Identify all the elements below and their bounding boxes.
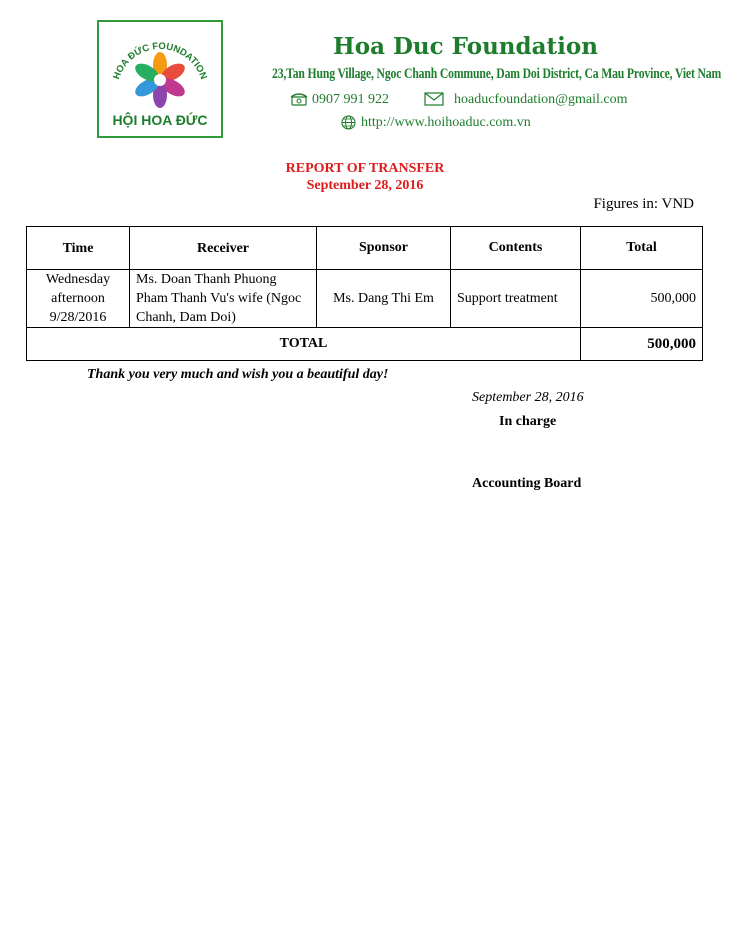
email-contact <box>424 92 627 108</box>
envelope-icon <box>424 92 444 106</box>
time-part: afternoon <box>51 291 105 306</box>
logo-name: HỘI HOA ĐỨC <box>112 112 208 128</box>
logo-arc-text: HOA ĐỨC FOUNDATION <box>111 40 209 81</box>
signature-board: Accounting Board <box>472 476 582 491</box>
signature-date: September 28, 2016 <box>472 390 584 405</box>
website-contact <box>341 115 531 131</box>
telephone-icon <box>290 92 308 106</box>
header-total: Total <box>581 227 703 270</box>
phone-number: 0907 991 922 <box>312 92 389 107</box>
org-address: 23,Tan Hung Village, Ngoc Chanh Commune, Dam Doi District, Ca Mau Province, Viet Nam <box>272 66 722 82</box>
table-header-row <box>27 227 703 270</box>
header-sponsor: Sponsor <box>317 227 451 270</box>
table-total-row <box>27 328 703 361</box>
website-link[interactable]: http://www.hoihoaduc.com.vn <box>361 115 531 130</box>
cell-time <box>27 270 130 328</box>
report-date: September 28, 2016 <box>306 178 424 193</box>
total-value: 500,000 <box>581 328 703 361</box>
signature-role: In charge <box>499 414 557 429</box>
table-row <box>27 270 703 328</box>
time-day: Wednesday <box>45 272 111 287</box>
phone-contact <box>290 92 389 108</box>
time-date: 9/28/2016 <box>49 310 107 325</box>
header-time: Time <box>27 227 130 270</box>
cell-total: 500,000 <box>581 270 703 328</box>
figures-note: Figures in: VND <box>593 196 694 212</box>
cell-contents: Support treatment <box>451 270 581 328</box>
total-label: TOTAL <box>27 328 581 361</box>
report-title: REPORT OF TRANSFER <box>285 161 445 176</box>
email-address[interactable]: hoaducfoundation@gmail.com <box>454 92 628 107</box>
foundation-logo <box>97 20 223 138</box>
report-title-block <box>0 160 730 194</box>
header-contents: Contents <box>451 227 581 270</box>
globe-icon <box>341 115 356 130</box>
org-name: Hoa Duc Foundation <box>333 33 598 60</box>
cell-sponsor: Ms. Dang Thi Em <box>317 270 451 328</box>
header-receiver: Receiver <box>130 227 317 270</box>
thanks-message: Thank you very much and wish you a beautiful day! <box>87 367 389 382</box>
transfer-table <box>26 226 703 361</box>
cell-receiver: Ms. Doan Thanh Phuong Pham Thanh Vu's wife (Ngoc Chanh, Dam Doi) <box>130 270 317 328</box>
